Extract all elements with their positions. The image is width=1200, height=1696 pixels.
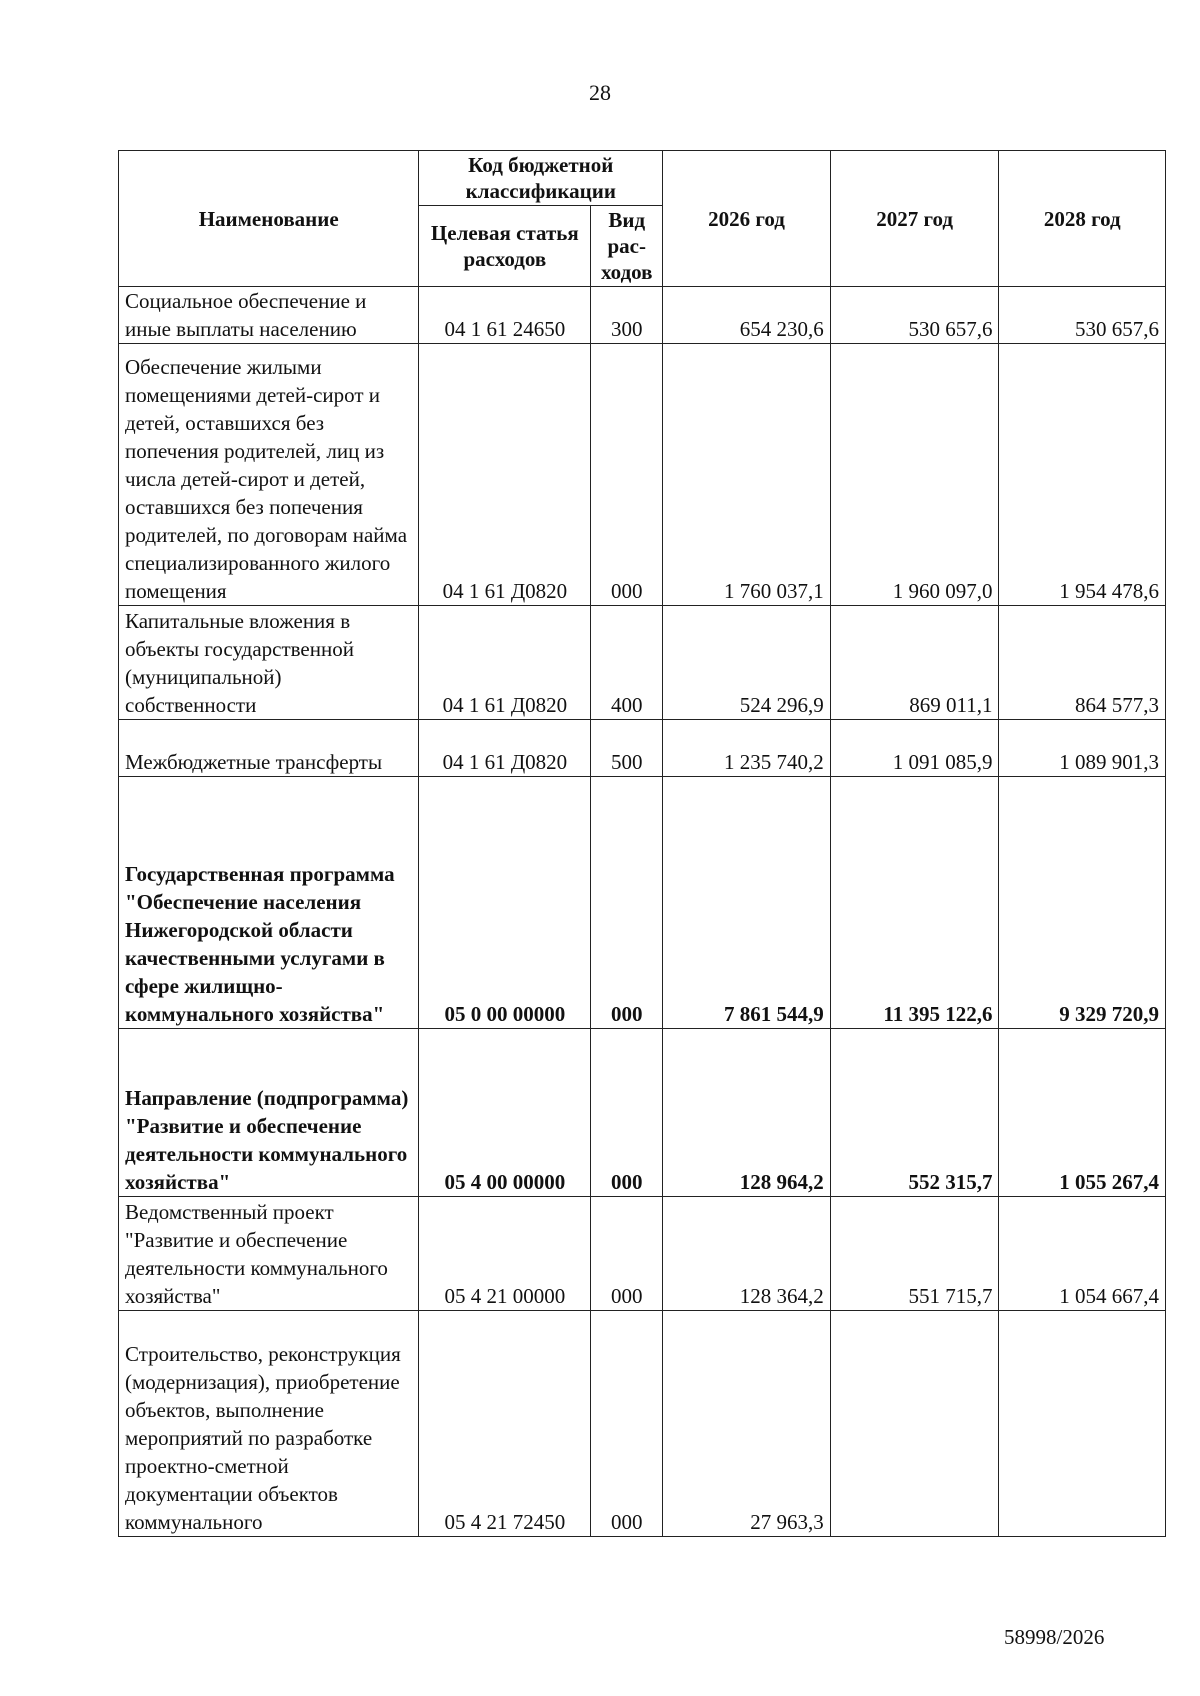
row-amount-2026: 7 861 544,9	[663, 777, 831, 1029]
row-amount-2026: 1 235 740,2	[663, 720, 831, 777]
row-name: Межбюджетные трансферты	[119, 720, 419, 777]
row-amount-2028: 1 089 901,3	[999, 720, 1166, 777]
row-amount-2028: 1 954 478,6	[999, 344, 1166, 606]
document-registration-number: 58998/2026	[1004, 1625, 1105, 1649]
row-expense-kind: 500	[591, 720, 663, 777]
row-name: Капитальные вложения в объекты государственной (муниципальной) собственности	[119, 606, 419, 720]
row-amount-2027: 1 960 097,0	[830, 344, 999, 606]
row-target-code: 05 4 00 00000	[419, 1029, 591, 1197]
row-expense-kind: 000	[591, 1029, 663, 1197]
row-expense-kind: 400	[591, 606, 663, 720]
header-target-article: Целевая статья расходов	[419, 206, 591, 287]
row-expense-kind: 000	[591, 777, 663, 1029]
row-amount-2027	[830, 1311, 999, 1537]
row-target-code: 05 4 21 00000	[419, 1197, 591, 1311]
row-amount-2027: 530 657,6	[830, 287, 999, 344]
table-row	[119, 606, 1166, 720]
header-year-2027: 2027 год	[830, 151, 999, 287]
row-expense-kind: 300	[591, 287, 663, 344]
row-target-code: 04 1 61 24650	[419, 287, 591, 344]
row-target-code: 04 1 61 Д0820	[419, 606, 591, 720]
header-code-group: Код бюджетной классификации	[419, 151, 663, 206]
row-target-code: 04 1 61 Д0820	[419, 344, 591, 606]
row-amount-2027: 552 315,7	[830, 1029, 999, 1197]
table-row	[119, 344, 1166, 606]
row-amount-2028: 9 329 720,9	[999, 777, 1166, 1029]
row-amount-2028: 1 054 667,4	[999, 1197, 1166, 1311]
row-name: Обеспечение жилыми помещениями детей-сирот и детей, оставшихся без попечения родителей, лиц из числа детей-сирот и детей, оставшихся без попечения родителей, по договорам найма специализированного жилого помещения	[119, 344, 419, 606]
row-amount-2027: 11 395 122,6	[830, 777, 999, 1029]
row-amount-2028: 530 657,6	[999, 287, 1166, 344]
row-target-code: 04 1 61 Д0820	[419, 720, 591, 777]
row-amount-2028: 864 577,3	[999, 606, 1166, 720]
row-amount-2027: 869 011,1	[830, 606, 999, 720]
row-name: Социальное обеспечение и иные выплаты населению	[119, 287, 419, 344]
row-name: Направление (подпрограмма) "Развитие и обеспечение деятельности коммунального хозяйства"	[119, 1029, 419, 1197]
table-row	[119, 1197, 1166, 1311]
row-amount-2026: 27 963,3	[663, 1311, 831, 1537]
row-amount-2026: 128 964,2	[663, 1029, 831, 1197]
table-row	[119, 720, 1166, 777]
row-amount-2026: 128 364,2	[663, 1197, 831, 1311]
row-name: Строительство, реконструкция (модернизация), приобретение объектов, выполнение мероприятий по разработке проектно-сметной документации объектов коммунального	[119, 1311, 419, 1537]
header-year-2026: 2026 год	[663, 151, 831, 287]
row-expense-kind: 000	[591, 344, 663, 606]
row-expense-kind: 000	[591, 1197, 663, 1311]
row-amount-2026: 524 296,9	[663, 606, 831, 720]
row-amount-2026: 654 230,6	[663, 287, 831, 344]
row-target-code: 05 4 21 72450	[419, 1311, 591, 1537]
header-year-2028: 2028 год	[999, 151, 1166, 287]
table-row	[119, 1311, 1166, 1537]
row-amount-2028: 1 055 267,4	[999, 1029, 1166, 1197]
header-expense-kind: Вид рас-ходов	[591, 206, 663, 287]
table-row	[119, 1029, 1166, 1197]
budget-table	[118, 150, 1166, 1537]
row-amount-2027: 551 715,7	[830, 1197, 999, 1311]
row-amount-2028	[999, 1311, 1166, 1537]
row-amount-2026: 1 760 037,1	[663, 344, 831, 606]
row-expense-kind: 000	[591, 1311, 663, 1537]
row-name: Государственная программа "Обеспечение населения Нижегородской области качественными услугами в сфере жилищно-коммунального хозяйства"	[119, 777, 419, 1029]
table-row	[119, 287, 1166, 344]
header-name: Наименование	[119, 151, 419, 287]
row-amount-2027: 1 091 085,9	[830, 720, 999, 777]
row-target-code: 05 0 00 00000	[419, 777, 591, 1029]
table-row	[119, 777, 1166, 1029]
row-name: Ведомственный проект "Развитие и обеспечение деятельности коммунального хозяйства"	[119, 1197, 419, 1311]
page-number: 28	[589, 80, 611, 105]
